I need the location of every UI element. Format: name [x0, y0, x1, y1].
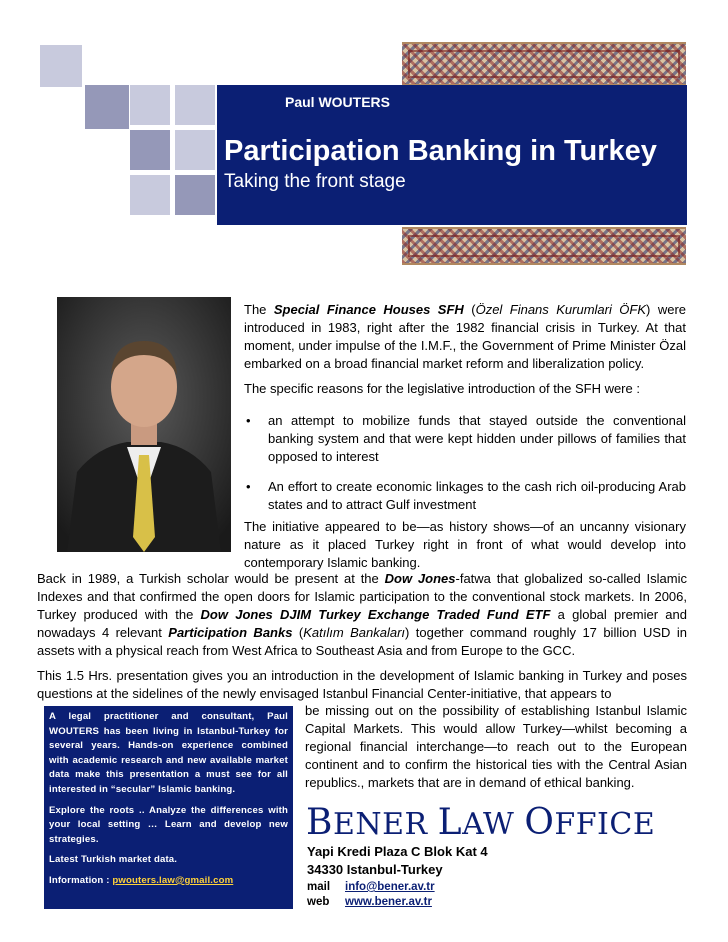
presentation-paragraph: This 1.5 Hrs. presentation gives you an introduction in the development of Islamic banking in Turkey and poses questions at the sidelines of the newly envisaged Istanbul Financial Center-initiative, that appears to	[37, 668, 687, 701]
office-address: Yapi Kredi Plaza C Blok Kat 4 34330 Istanbul-Turkey	[307, 844, 488, 877]
sidebox-text: Latest Turkish market data.	[49, 854, 178, 866]
author-photo	[57, 297, 231, 552]
decor-square	[175, 85, 215, 125]
promo-sidebox	[44, 706, 293, 909]
presentation-paragraph-continued: be missing out on the possibility of establishing Istanbul Islamic Capital Markets. This would allow Turkey—whilst becoming a regional financial interchange—to reach out to the European continent and to confirm the historical ties with the Central Asian republics., markets that are in demand of ethical banking.	[305, 703, 687, 790]
carpet-top-image	[402, 42, 686, 86]
decor-square	[85, 85, 129, 129]
office-contact	[307, 880, 435, 910]
decor-square	[130, 130, 170, 170]
list-item: • An effort to create economic linkages to the cash rich oil-producing Arab states and to attract Gulf investment	[246, 479, 686, 512]
author-name: Paul WOUTERS	[285, 94, 391, 110]
intro-paragraph: The Special Finance Houses SFH (Özel Finans Kurumlari ÖFK) were introduced in 1983, right after the 1982 financial crisis in Turkey. At that moment, under impulse of the I.M.F., the Government of Prime Minister Özal embarked on a broad financial market reform and liberalization policy.	[244, 302, 687, 371]
decor-square	[175, 130, 215, 170]
history-paragraph: Back in 1989, a Turkish scholar would be present at the Dow Jones-fatwa that globalized so-called Islamic Indexes and that confirmed the open doors for Islamic participation to the conventional stock markets. In 2006, Turkey produced with the Dow Jones DJIM Turkey Exchange Traded Fund ETF a global premier and nowadays 4 relevant Participation Banks (Katılım Bankaları) together command roughly 17 billion USD in assets with a physical reach from West Africa to Southeast Asia and from Europe to the GCC.	[37, 571, 687, 658]
decor-square	[175, 175, 215, 215]
info-email-link[interactable]: pwouters.law@gmail.com	[112, 874, 234, 886]
decor-square	[130, 175, 170, 215]
bullet-icon: •	[246, 479, 251, 494]
web-link[interactable]: www.bener.av.tr	[345, 896, 432, 908]
page-title: Participation Banking in Turkey	[224, 135, 657, 167]
sidebox-info: Information : pwouters.law@gmail.com	[49, 874, 234, 886]
reasons-list	[244, 412, 686, 526]
decor-square	[40, 45, 82, 87]
bullet-icon: •	[246, 413, 251, 428]
sidebox-text: A legal practitioner and consultant, Paul WOUTERS has been living in Istanbul-Turkey for several years. Hands-on experience combined with academic research and new available market data make this presentation a must see for all interested in “secular” Islamic banking.	[49, 711, 288, 795]
mail-link[interactable]: info@bener.av.tr	[345, 881, 435, 893]
sidebox-text: Explore the roots .. Analyze the differences with your local setting … Learn and develop new strategies.	[49, 804, 288, 845]
web-label: web	[307, 896, 330, 908]
bener-law-office-logo: BENER LAW OFFICE	[306, 802, 656, 843]
list-item: • an attempt to mobilize funds that stayed outside the conventional banking system and that were kept hidden under pillows of families that opposed to interest	[246, 413, 686, 464]
decor-square	[130, 85, 170, 125]
initiative-paragraph: The initiative appeared to be—as history shows—of an uncanny visionary nature as it placed Turkey right in front of what would develop into contemporary Islamic banking.	[244, 519, 686, 570]
mail-label: mail	[307, 881, 331, 893]
reasons-intro: The specific reasons for the legislative introduction of the SFH were :	[244, 381, 640, 396]
page-subtitle: Taking the front stage	[224, 171, 406, 192]
carpet-bottom-image	[402, 227, 686, 265]
